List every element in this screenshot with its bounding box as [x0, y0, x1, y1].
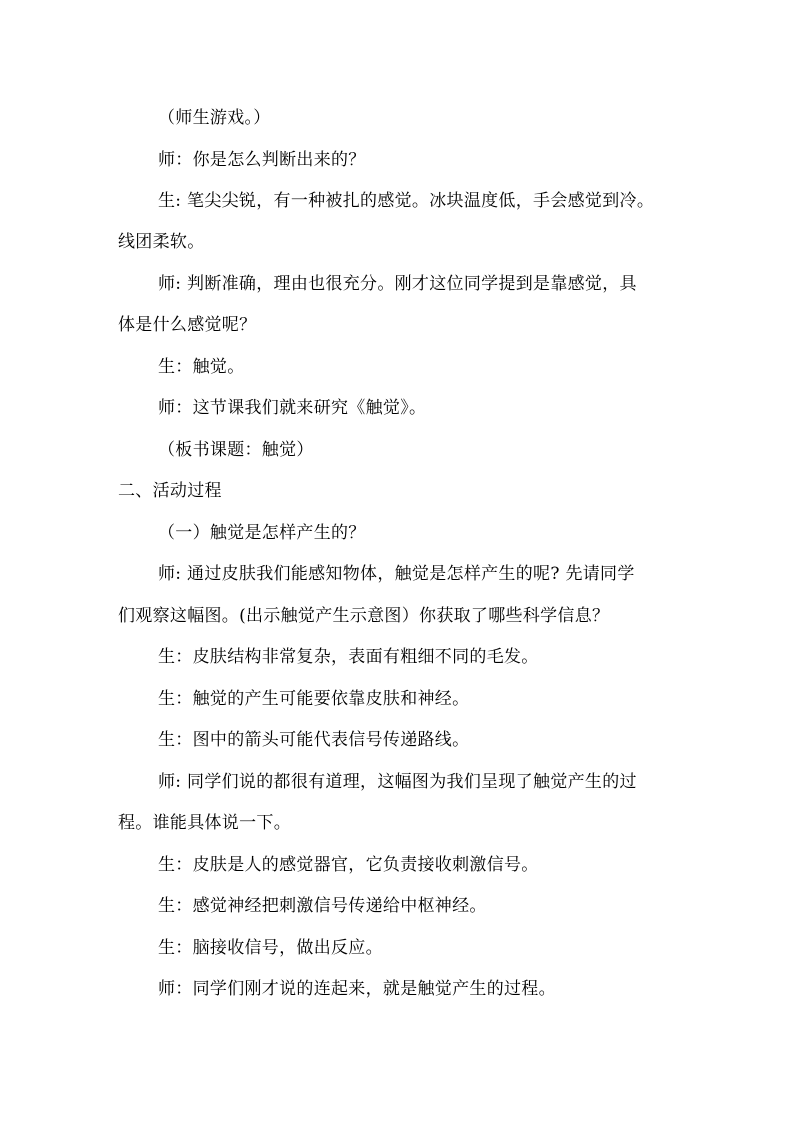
- text-line: 生：感觉神经把刺激信号传递给中枢神经。: [158, 896, 487, 916]
- text-line: 线团柔软。: [118, 232, 205, 252]
- subsection-heading: （一）触觉是怎样产生的？: [158, 523, 366, 543]
- text-line: 生: 笔尖尖锐，有一种被扎的感觉。冰块温度低，手会感觉到冷。: [158, 191, 655, 211]
- text-line: 生：触觉的产生可能要依靠皮肤和神经。: [158, 689, 470, 709]
- text-line: 生：脑接收信号，做出反应。: [158, 938, 383, 958]
- text-line: （板书课题：触觉）: [158, 440, 314, 460]
- text-line: 程。谁能具体说一下。: [118, 813, 291, 833]
- text-line: （师生游戏。）: [158, 108, 271, 128]
- text-line: 师: 通过皮肤我们能感知物体，触觉是怎样产生的呢? 先请同学: [158, 564, 635, 584]
- text-line: 体是什么感觉呢？: [118, 315, 257, 335]
- section-heading: 二、活动过程: [118, 481, 222, 501]
- text-line: 师：你是怎么判断出来的？: [158, 150, 366, 170]
- text-line: 们观察这幅图。(出示触觉产生示意图）你获取了哪些科学信息？: [118, 606, 610, 626]
- text-line: 师：这节课我们就来研究《触觉》。: [158, 398, 427, 418]
- text-line: 生：触觉。: [158, 357, 245, 377]
- text-line: 师：同学们刚才说的连起来，就是触觉产生的过程。: [158, 979, 556, 999]
- text-line: 师: 同学们说的都很有道理，这幅图为我们呈现了触觉产生的过: [158, 772, 637, 792]
- text-line: 生：图中的箭头可能代表信号传递路线。: [158, 730, 470, 750]
- text-line: 师: 判断准确，理由也很充分。刚才这位同学提到是靠感觉，具: [158, 274, 637, 294]
- text-line: 生：皮肤结构非常复杂，表面有粗细不同的毛发。: [158, 647, 539, 667]
- text-line: 生：皮肤是人的感觉器官，它负责接收刺激信号。: [158, 855, 539, 875]
